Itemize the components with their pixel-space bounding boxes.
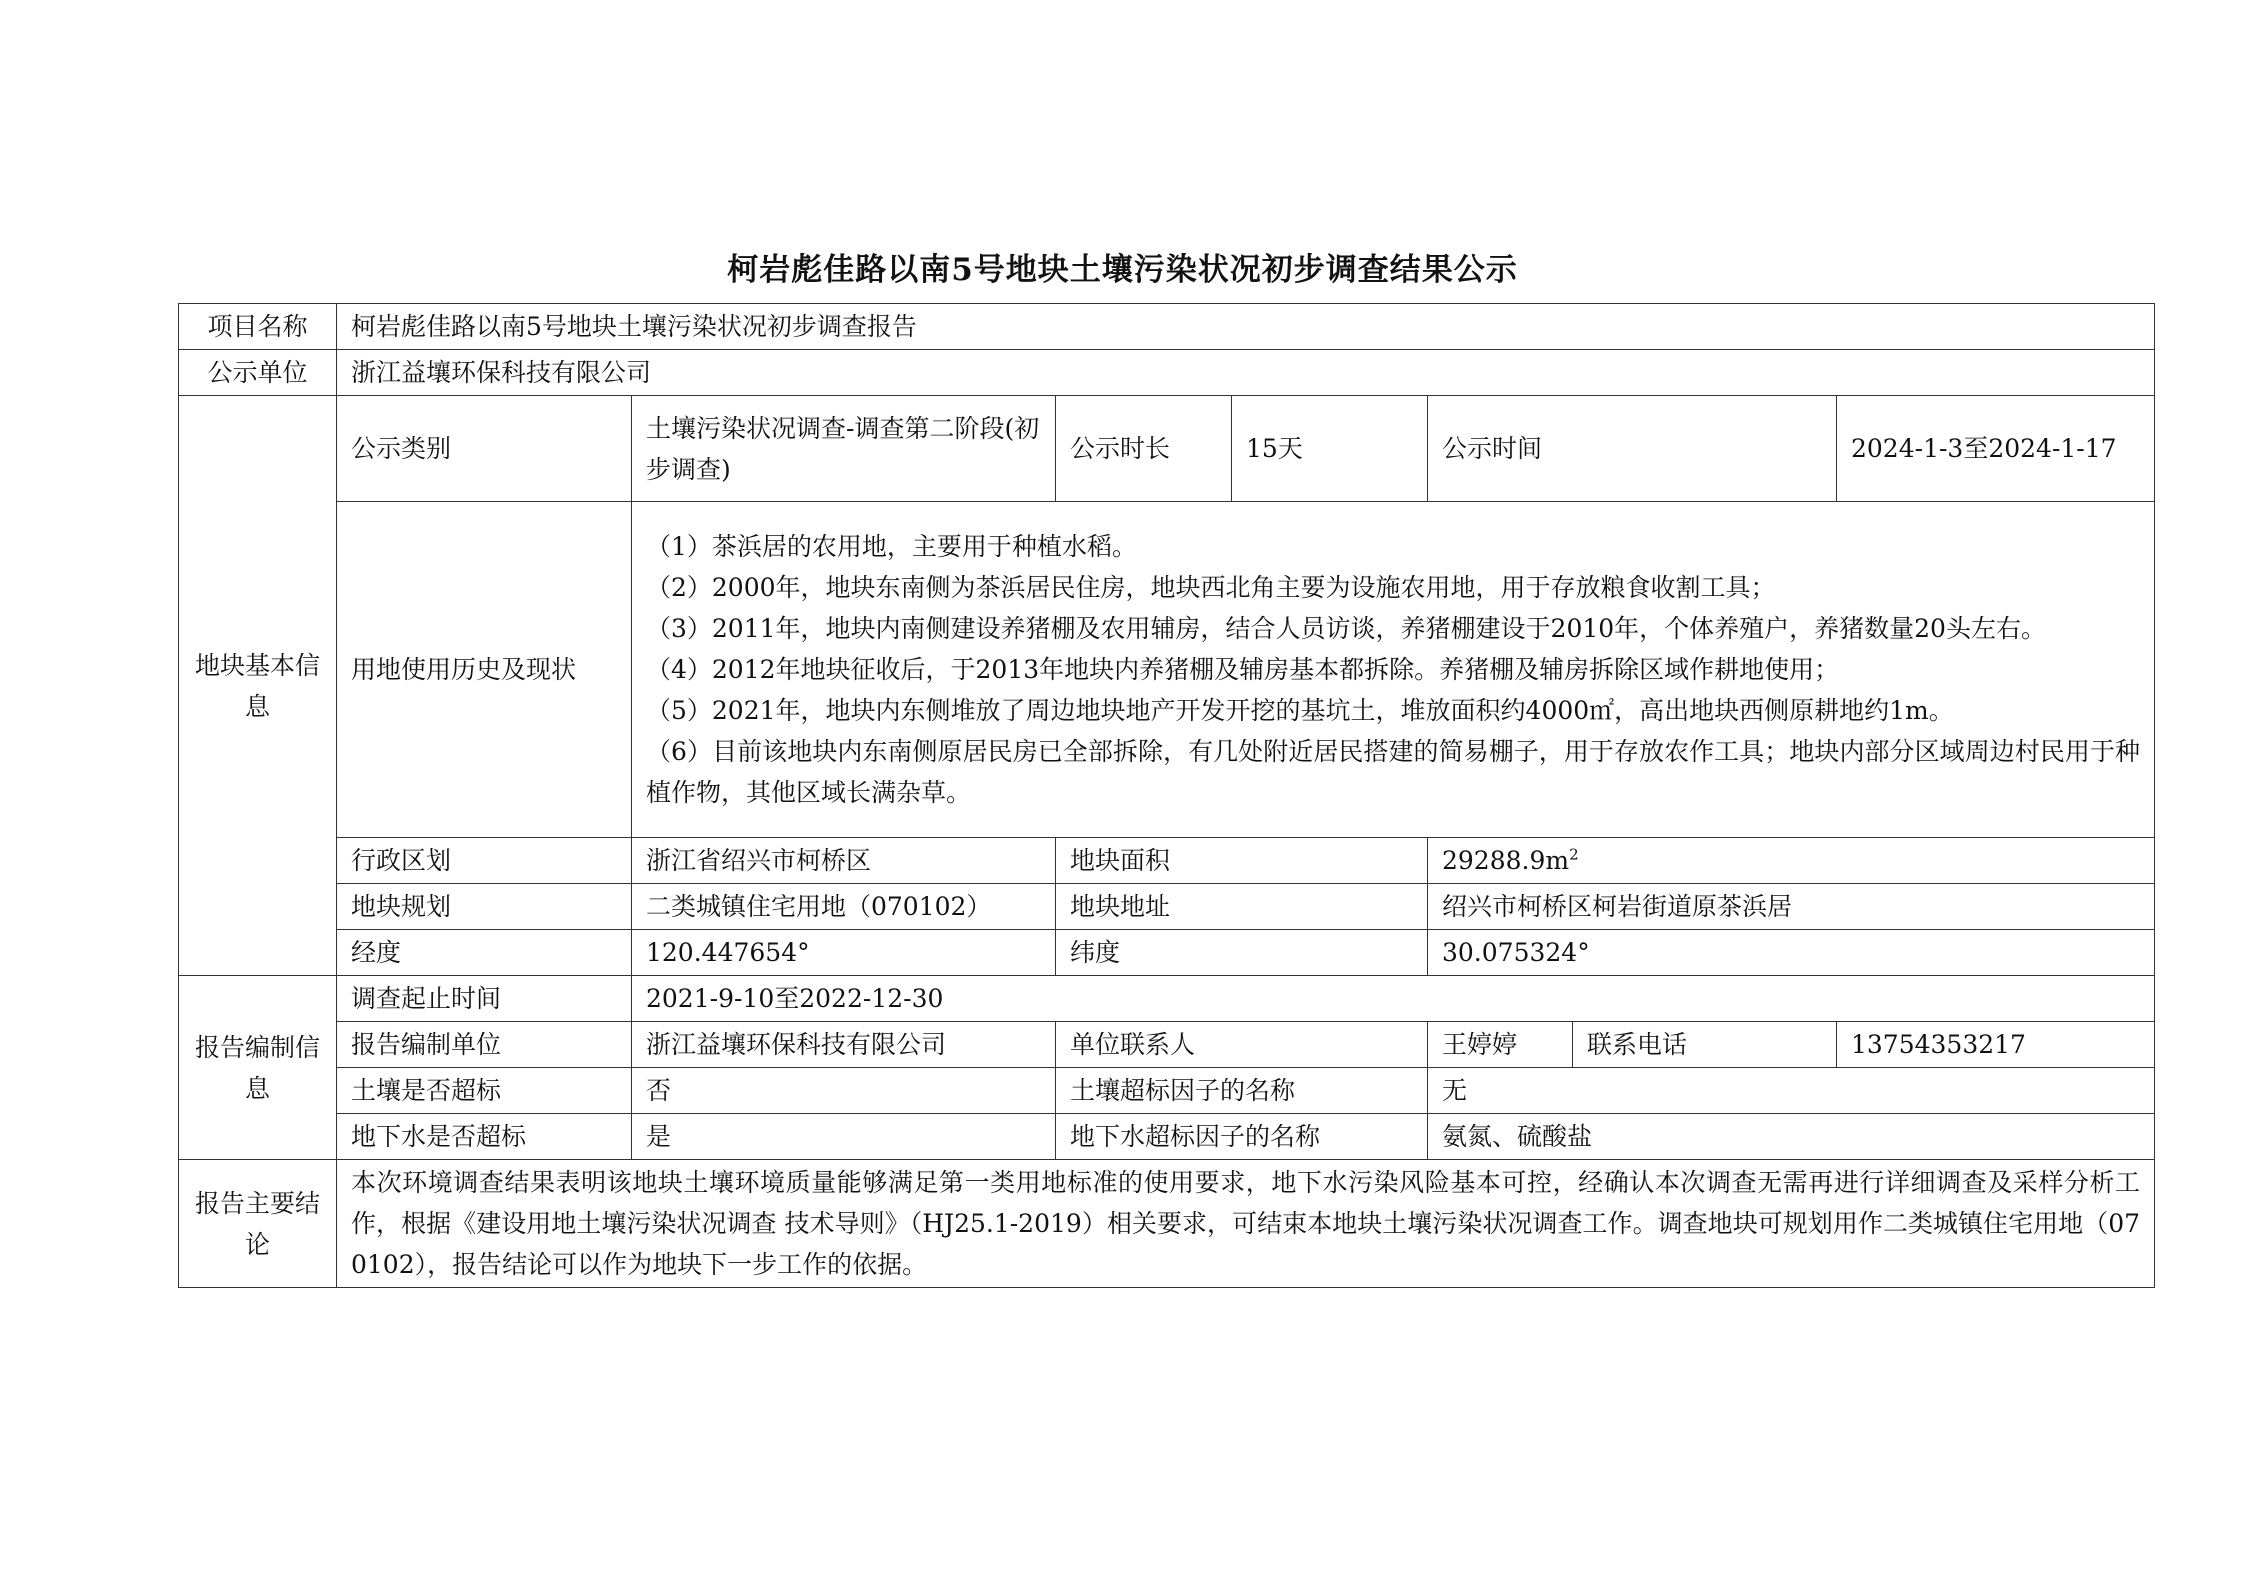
table-row (179, 1160, 2155, 1288)
table-row (179, 1114, 2155, 1160)
history-item: （5）2021年，地块内东侧堆放了周边地块地产开发开挖的基坑土，堆放面积约4000㎡，高出地块西侧原耕地约1m。 (646, 696, 1954, 725)
table-row (179, 976, 2155, 1022)
table-row (179, 838, 2155, 884)
water-factor: 氨氮、硫酸盐 (1428, 1114, 2155, 1160)
lng-label: 经度 (337, 930, 632, 976)
table-row (179, 502, 2155, 838)
water-exceed: 是 (632, 1114, 1056, 1160)
water-exceed-label: 地下水是否超标 (337, 1114, 632, 1160)
publisher-label: 公示单位 (179, 350, 337, 396)
plan-label: 地块规划 (337, 884, 632, 930)
category-label: 公示类别 (337, 396, 632, 502)
project-name: 柯岩彪佳路以南5号地块土壤污染状况初步调查报告 (337, 304, 2155, 350)
lat-label: 纬度 (1056, 930, 1428, 976)
publisher: 浙江益壤环保科技有限公司 (337, 350, 2155, 396)
table-row (179, 350, 2155, 396)
history-item: （6）目前该地块内东南侧原居民房已全部拆除，有几处附近居民搭建的简易棚子，用于存放农作工具；地块内部分区域周边村民用于种植作物，其他区域长满杂草。 (646, 737, 2141, 807)
address: 绍兴市柯桥区柯岩街道原茶浜居 (1428, 884, 2155, 930)
history-item: （1）茶浜居的农用地，主要用于种植水稻。 (646, 532, 1137, 561)
contact: 王婷婷 (1428, 1022, 1573, 1068)
water-factor-label: 地下水超标因子的名称 (1056, 1114, 1428, 1160)
table-row (179, 1068, 2155, 1114)
history-item: （4）2012年地块征收后，于2013年地块内养猪棚及辅房基本都拆除。养猪棚及辅房拆除区域作耕地使用； (646, 655, 1840, 684)
soil-exceed: 否 (632, 1068, 1056, 1114)
contact-label: 单位联系人 (1056, 1022, 1428, 1068)
lat: 30.075324° (1428, 930, 2155, 976)
page-title: 柯岩彪佳路以南5号地块土壤污染状况初步调查结果公示 (727, 252, 1518, 288)
basic-info-label: 地块基本信息 (179, 396, 337, 976)
project-name-label: 项目名称 (179, 304, 337, 350)
table-row (179, 930, 2155, 976)
table-row (179, 396, 2155, 502)
period: 2021-9-10至2022-12-30 (632, 976, 2155, 1022)
report-info-label: 报告编制信息 (179, 976, 337, 1160)
history-label: 用地使用历史及现状 (337, 502, 632, 838)
table-row (179, 1022, 2155, 1068)
area-label: 地块面积 (1056, 838, 1428, 884)
disclosure-table (178, 303, 2155, 1288)
time: 2024-1-3至2024-1-17 (1837, 396, 2155, 502)
period-label: 调查起止时间 (337, 976, 632, 1022)
compiler: 浙江益壤环保科技有限公司 (632, 1022, 1056, 1068)
lng: 120.447654° (632, 930, 1056, 976)
compiler-label: 报告编制单位 (337, 1022, 632, 1068)
duration: 15天 (1232, 396, 1428, 502)
category: 土壤污染状况调查-调查第二阶段(初步调查) (632, 396, 1056, 502)
soil-factor-label: 土壤超标因子的名称 (1056, 1068, 1428, 1114)
district-label: 行政区划 (337, 838, 632, 884)
plan: 二类城镇住宅用地（070102） (632, 884, 1056, 930)
history-item: （2）2000年，地块东南侧为茶浜居民住房，地块西北角主要为设施农用地，用于存放粮食收割工具； (646, 573, 1776, 602)
area-unit-sup: 2 (1569, 845, 1579, 864)
area-value: 29288.9m (1442, 846, 1570, 875)
soil-factor: 无 (1428, 1068, 2155, 1114)
phone-label: 联系电话 (1573, 1022, 1837, 1068)
table-row (179, 884, 2155, 930)
district: 浙江省绍兴市柯桥区 (632, 838, 1056, 884)
area (1428, 838, 2155, 884)
soil-exceed-label: 土壤是否超标 (337, 1068, 632, 1114)
time-label: 公示时间 (1428, 396, 1837, 502)
history-item: （3）2011年，地块内南侧建设养猪棚及农用辅房，结合人员访谈，养猪棚建设于2010年，个体养殖户，养猪数量20头左右。 (646, 614, 2046, 643)
address-label: 地块地址 (1056, 884, 1428, 930)
duration-label: 公示时长 (1056, 396, 1232, 502)
history-list (632, 502, 2155, 838)
conclusion: 本次环境调查结果表明该地块土壤环境质量能够满足第一类用地标准的使用要求，地下水污染风险基本可控，经确认本次调查无需再进行详细调查及采样分析工作，根据《建设用地土壤污染状况调查 技术导则》（HJ25.1-2019）相关要求，可结束本地块土壤污染状况调查工作。调查地块可规划用作二类城镇住宅用地（070102），报告结论可以作为地块下一步工作的依据。 (337, 1160, 2155, 1288)
phone: 13754353217 (1837, 1022, 2155, 1068)
table-row (179, 304, 2155, 350)
conclusion-label: 报告主要结论 (179, 1160, 337, 1288)
